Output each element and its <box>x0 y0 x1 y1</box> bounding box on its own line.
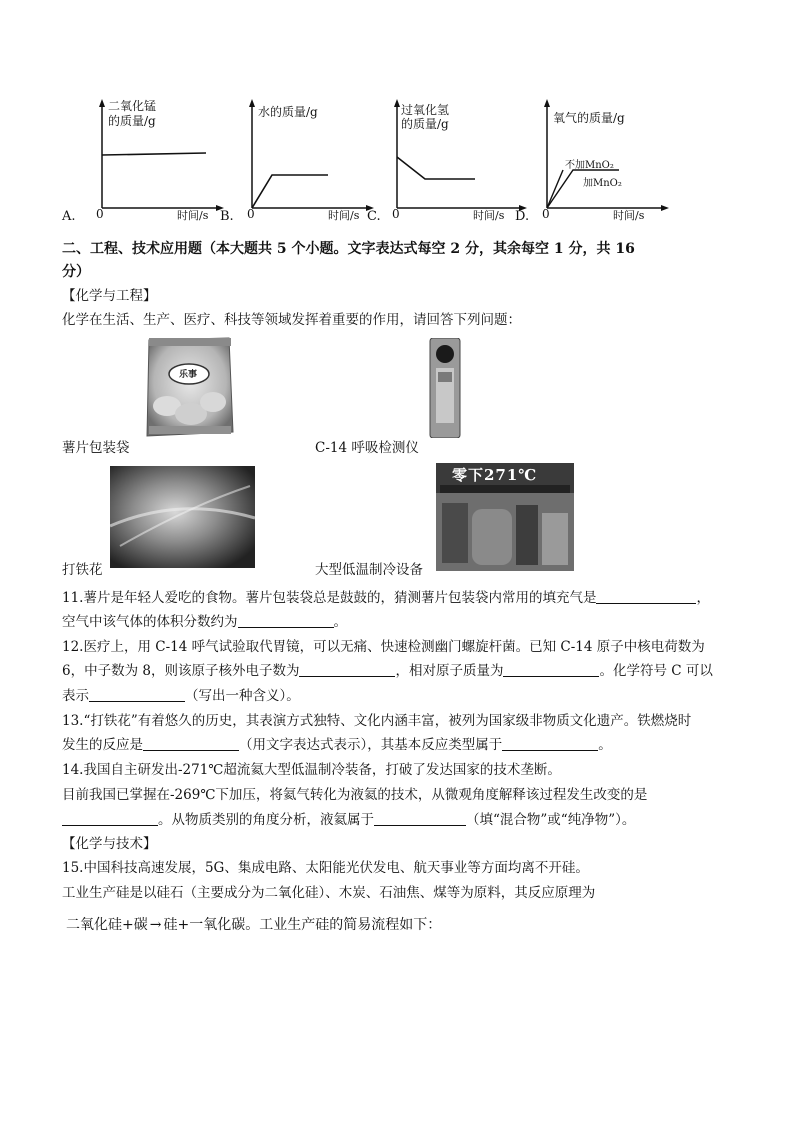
q13-line1: 13.“打铁花”有着悠久的历史，其表演方式独特、文化内涵丰富，被列为国家级非物质文化遗产。铁燃烧时 <box>62 713 692 729</box>
q12-blank-2[interactable] <box>503 662 599 677</box>
q13-line2-a: 发生的反应是 <box>62 737 143 753</box>
q15-line3 <box>66 915 441 935</box>
c14-detector-graphic <box>428 338 462 438</box>
q14-line1: 14.我国自主研发出-271℃超流氦大型低温制冷装备，打破了发达国家的技术垄断。 <box>62 762 561 778</box>
q13-blank-1[interactable] <box>143 736 239 751</box>
option-c-label: C. <box>367 209 381 224</box>
c14-caption: C-14 呼吸检测仪 <box>315 440 419 456</box>
q11-line1-text: 11.薯片是年轻人爱吃的食物。薯片包装袋总是鼓鼓的，猜测薯片包装袋内常用的填充气是 <box>62 590 597 606</box>
q12-blank-3[interactable] <box>89 687 185 702</box>
q12-line3 <box>62 686 300 706</box>
cryo-caption: 大型低温制冷设备 <box>315 562 423 578</box>
q11-line2-end: 。 <box>333 614 347 630</box>
iron-flower-image <box>110 466 255 568</box>
graph-a-ylabel-1: 二氧化锰 <box>108 99 157 113</box>
q13-line2-b: （用文字表达式表示），其基本反应类型属于 <box>239 737 503 753</box>
q15-line1: 15.中国科技高速发展，5G、集成电路、太阳能光伏发电、航天事业等方面均离不开硅。 <box>62 860 589 876</box>
cryo-equipment-image <box>436 463 574 571</box>
graph-c-xlabel: 时间/s <box>473 209 505 222</box>
q12-line2 <box>62 661 713 681</box>
graph-d <box>515 95 675 225</box>
option-b-label: B. <box>220 209 234 224</box>
q14-blank-1[interactable] <box>62 811 158 826</box>
graph-d-ylabel: 氧气的质量/g <box>553 111 625 125</box>
q14-line3 <box>62 810 635 830</box>
q14-line3-b: （填“混合物”或“纯净物”）。 <box>466 812 636 828</box>
q11-blank-1[interactable] <box>596 589 696 604</box>
cryo-sign-text: 零下271℃ <box>452 466 538 484</box>
graph-c-ylabel-1: 过氧化氢 <box>401 103 450 117</box>
tag-technology: 【化学与技术】 <box>62 836 157 852</box>
q12-line3-a: 表示 <box>62 688 89 704</box>
graph-c <box>365 95 530 225</box>
q14-line2: 目前我国已掌握在-269℃下加压，将氦气转化为液氦的技术，从微观角度解释该过程发生改变的是 <box>62 787 648 803</box>
intro-text: 化学在生活、生产、医疗、科技等领域发挥着重要的作用，请回答下列问题： <box>62 312 521 328</box>
graph-a-ylabel-2: 的质量/g <box>108 114 156 128</box>
q15-line2: 工业生产硅是以硅石（主要成分为二氧化硅）、木炭、石油焦、煤等为原料，其反应原理为 <box>62 885 596 901</box>
q14-line3-a: 。从物质类别的角度分析，液氦属于 <box>158 812 374 828</box>
chips-bag-graphic <box>143 336 235 438</box>
q12-line1: 12.医疗上，用 C-14 呼气试验取代胃镜，可以无痛、快速检测幽门螺旋杆菌。已知 C-14 原子中核电荷数为 <box>62 639 705 655</box>
section-heading-line1: 二、工程、技术应用题（本大题共 5 个小题。文字表达式每空 2 分，其余每空 1 分，共 16 <box>62 241 635 257</box>
graph-d-xlabel: 时间/s <box>613 209 645 222</box>
q13-line2-c: 。 <box>598 737 612 753</box>
graph-b-ylabel: 水的质量/g <box>258 105 318 119</box>
graph-a-origin: 0 <box>96 207 104 221</box>
q13-line2 <box>62 735 612 755</box>
q11-line2-text: 空气中该气体的体积分数约为 <box>62 614 238 630</box>
q12-line2-b: ，相对原子质量为 <box>395 663 504 679</box>
q12-line2-a: 6，中子数为 8，则该原子核外电子数为 <box>62 663 300 679</box>
graph-d-curve-1-label: 不加MnO₂ <box>565 160 614 171</box>
q11-line1-end: ， <box>696 590 710 606</box>
graph-a-xlabel: 时间/s <box>177 209 209 222</box>
q12-line2-c: 。化学符号 C 可以 <box>599 663 713 679</box>
q12-blank-1[interactable] <box>299 662 395 677</box>
reaction-arrow-icon: → <box>149 917 162 933</box>
tag-engineering: 【化学与工程】 <box>62 288 157 304</box>
q11-line2 <box>62 612 347 632</box>
graph-d-origin: 0 <box>542 207 550 221</box>
graph-b-origin: 0 <box>247 207 255 221</box>
chips-caption: 薯片包装袋 <box>62 440 130 456</box>
graph-c-ylabel-2: 的质量/g <box>401 117 449 131</box>
q13-blank-2[interactable] <box>502 736 598 751</box>
section-heading-line2: 分） <box>62 264 90 280</box>
option-a-label: A. <box>62 209 76 224</box>
q15-line3-end: 。工业生产硅的简易流程如下： <box>245 917 442 933</box>
iron-flower-graphic <box>110 466 255 568</box>
graph-d-curve-2-label: 加MnO₂ <box>583 178 622 189</box>
graph-c-origin: 0 <box>392 207 400 221</box>
iron-caption: 打铁花 <box>62 562 103 578</box>
chips-bag-image <box>143 336 235 438</box>
q15-equation-left: 二氧化硅+碳 <box>66 917 148 933</box>
c14-detector-image <box>428 338 462 438</box>
option-d-label: D. <box>515 209 530 224</box>
q15-equation-right: 硅+一氧化碳 <box>163 917 246 933</box>
graph-b <box>218 95 378 225</box>
graph-a <box>60 95 225 225</box>
q11-line1 <box>62 588 710 608</box>
graph-b-xlabel: 时间/s <box>328 209 360 222</box>
q14-blank-2[interactable] <box>374 811 466 826</box>
q11-blank-2[interactable] <box>238 613 334 628</box>
q12-line3-b: （写出一种含义）。 <box>185 688 300 704</box>
chips-brand-text: 乐事 <box>179 370 198 380</box>
